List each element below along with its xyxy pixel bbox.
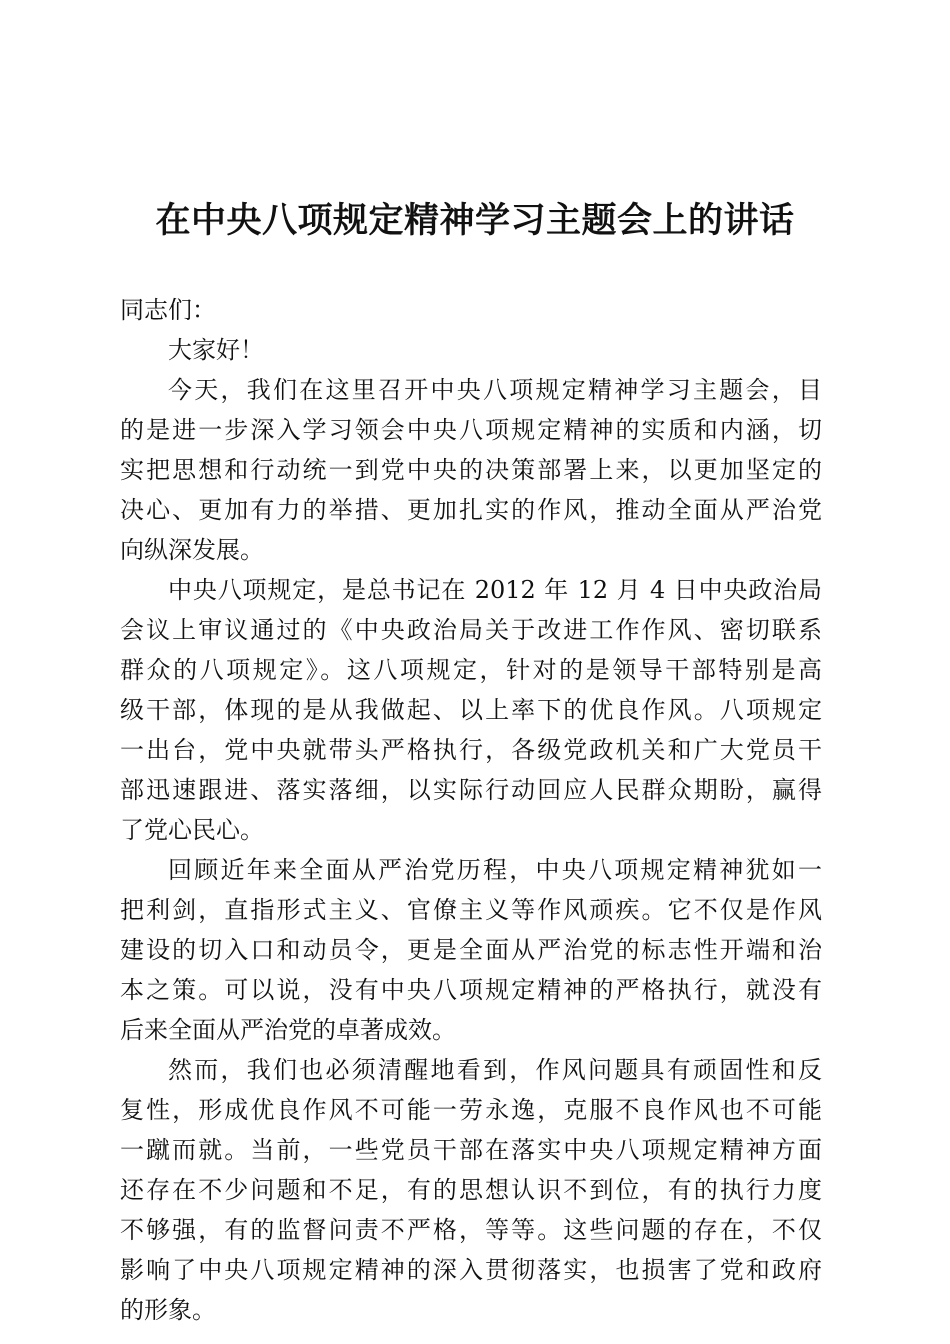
paragraph-line: 群众的八项规定》。这八项规定，针对的是领导干部特别是高 [120, 656, 822, 684]
paragraph-line: 会议上审议通过的《中央政治局关于改进工作作风、密切联系 [120, 616, 822, 644]
greeting: 大家好！ [168, 336, 264, 364]
paragraph-line: 然而，我们也必须清醒地看到，作风问题具有顽固性和反 [168, 1056, 822, 1084]
paragraph-line: 实把思想和行动统一到党中央的决策部署上来，以更加坚定的 [120, 456, 822, 484]
paragraph-line: 还存在不少问题和不足，有的思想认识不到位，有的执行力度 [120, 1176, 822, 1204]
paragraph-line: 今天，我们在这里召开中央八项规定精神学习主题会，目 [168, 376, 822, 404]
paragraph-line: 一出台，党中央就带头严格执行，各级党政机关和广大党员干 [120, 736, 822, 764]
paragraph-line: 的是进一步深入学习领会中央八项规定精神的实质和内涵，切 [120, 416, 822, 444]
paragraph-line: 把利剑，直指形式主义、官僚主义等作风顽疾。它不仅是作风 [120, 896, 822, 924]
paragraph-line: 中央八项规定，是总书记在 2012 年 12 月 4 日中央政治局 [168, 576, 822, 604]
paragraph-line: 不够强，有的监督问责不严格，等等。这些问题的存在，不仅 [120, 1216, 822, 1244]
paragraph-line: 向纵深发展。 [120, 536, 264, 564]
paragraph-1 [120, 370, 822, 570]
paragraph-2 [120, 570, 822, 850]
paragraph-3 [120, 850, 822, 1050]
paragraph-line: 复性，形成优良作风不可能一劳永逸，克服不良作风也不可能 [120, 1096, 822, 1124]
paragraph-4 [120, 1050, 822, 1330]
document-body [120, 290, 822, 1330]
salutation: 同志们： [120, 296, 216, 324]
document-title: 在中央八项规定精神学习主题会上的讲话 [155, 200, 795, 241]
paragraph-line: 后来全面从严治党的卓著成效。 [120, 1016, 456, 1044]
paragraph-line: 一蹴而就。当前，一些党员干部在落实中央八项规定精神方面 [120, 1136, 822, 1164]
paragraph-line: 影响了中央八项规定精神的深入贯彻落实，也损害了党和政府 [120, 1256, 822, 1284]
paragraph-line: 建设的切入口和动员令，更是全面从严治党的标志性开端和治 [120, 936, 822, 964]
paragraph-line: 回顾近年来全面从严治党历程，中央八项规定精神犹如一 [168, 856, 822, 884]
paragraph-line: 级干部，体现的是从我做起、以上率下的优良作风。八项规定 [120, 696, 822, 724]
paragraph-line: 部迅速跟进、落实落细，以实际行动回应人民群众期盼，赢得 [120, 776, 822, 804]
paragraph-line: 了党心民心。 [120, 816, 264, 844]
paragraph-line: 本之策。可以说，没有中央八项规定精神的严格执行，就没有 [120, 976, 822, 1004]
paragraph-line: 的形象。 [120, 1296, 216, 1324]
paragraph-line: 决心、更加有力的举措、更加扎实的作风，推动全面从严治党 [120, 496, 822, 524]
